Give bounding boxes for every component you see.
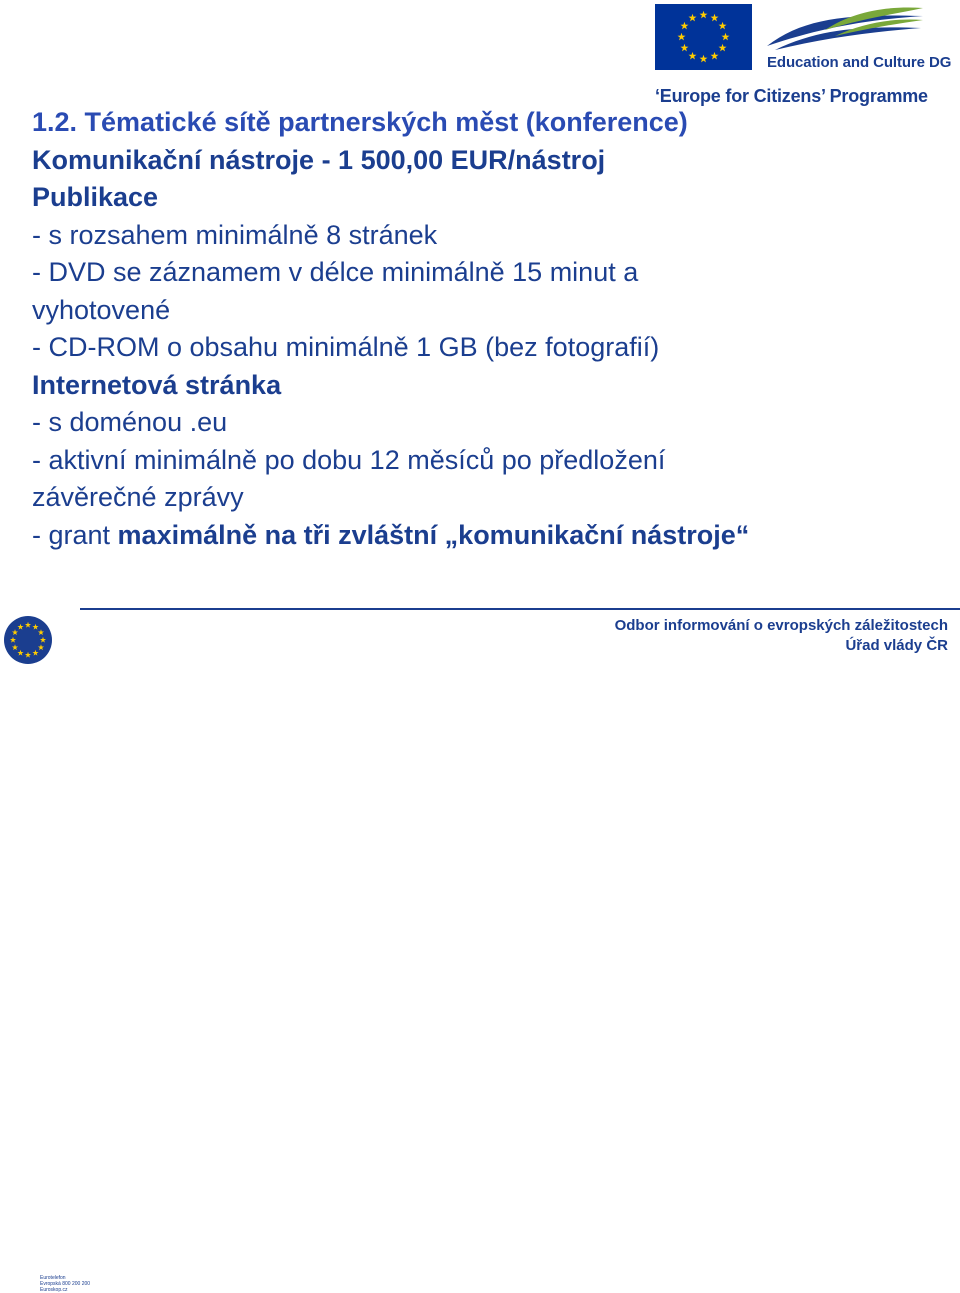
- list-item: - DVD se záznamem v délce minimálně 15 minut a: [32, 257, 639, 287]
- list-item: závěrečné zprávy: [32, 482, 244, 512]
- list-item: - aktivní minimálně po dobu 12 měsíců po předložení: [32, 444, 666, 475]
- programme-label: ‘Europe for Citizens’ Programme: [655, 86, 928, 106]
- slide-title: 1.2. Tématické sítě partnerských měst (konference): [32, 107, 688, 137]
- grant-line: [32, 517, 932, 555]
- eu-star-circle-icon: [2, 610, 78, 692]
- eurotelefon-logo: [2, 610, 91, 1293]
- internet-heading: Internetová stránka: [32, 369, 282, 400]
- header-logo-block: [655, 4, 955, 104]
- eu-flag-icon: [655, 4, 752, 70]
- list-item: - s rozsahem minimálně 8 stránek: [32, 219, 438, 250]
- footer-divider: [80, 608, 960, 610]
- logo-text-line: Evropská 800 200 200: [40, 1281, 91, 1287]
- dg-label: Education and Culture DG: [767, 54, 952, 71]
- footer-text: [615, 616, 948, 656]
- tools-line: Komunikační nástroje - 1 500,00 EUR/nástroj: [32, 144, 606, 175]
- education-culture-swoosh-icon: [765, 6, 925, 56]
- grant-bold: maximálně na tři zvláštní „komunikační nástroje“: [117, 519, 750, 550]
- footer-department: Odbor informování o evropských záležitostech: [614, 617, 948, 634]
- slide-content: [32, 104, 932, 554]
- logo-text-line: Eurotelefon: [40, 1275, 66, 1281]
- logo-text-line: Euroskop.cz: [40, 1287, 68, 1293]
- list-item: - CD-ROM o obsahu minimálně 1 GB (bez fotografií): [32, 332, 660, 362]
- list-item: - s doménou .eu: [32, 407, 228, 437]
- grant-prefix: - grant: [32, 519, 118, 550]
- list-item: vyhotovené: [32, 294, 171, 325]
- footer-office: Úřad vlády ČR: [845, 637, 948, 654]
- publikace-heading: Publikace: [32, 182, 159, 212]
